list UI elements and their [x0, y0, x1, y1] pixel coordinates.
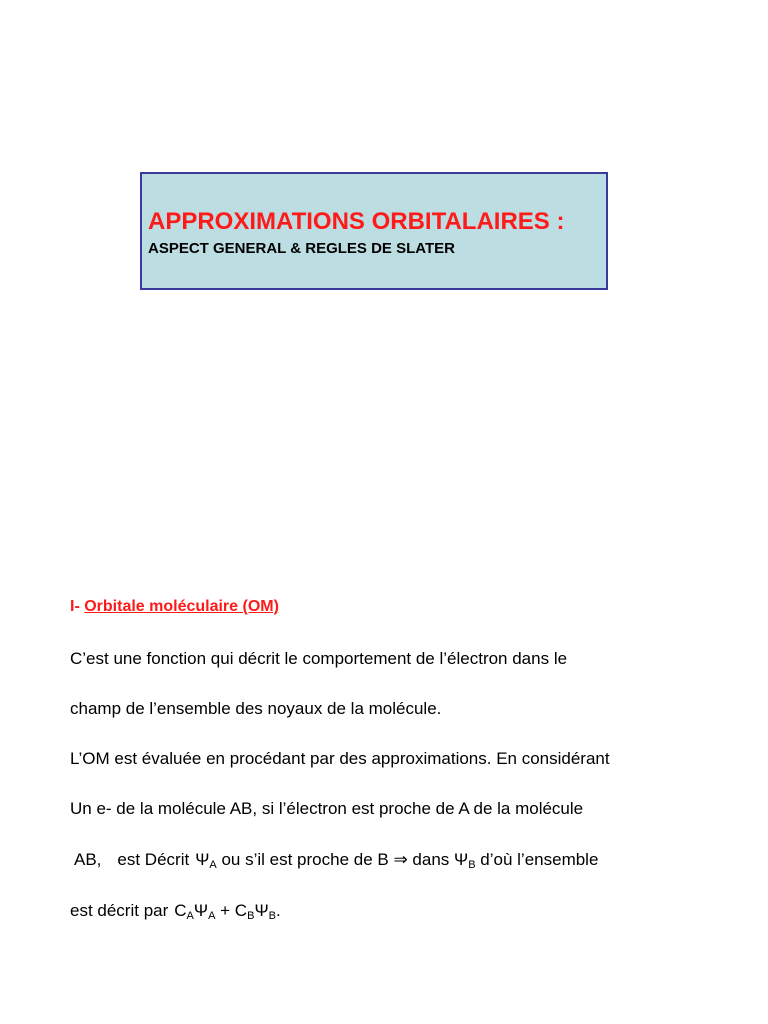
section-number: I-	[70, 598, 85, 615]
ensemble-text: d’où l’ensemble	[475, 850, 599, 869]
coefficient: C	[174, 901, 187, 920]
paragraph-line-3: L’OM est évaluée en procédant par des approximations. En considérant	[70, 749, 610, 768]
paragraph-line-4: Un e- de la molécule AB, si l’électron est proche de A de la molécule	[70, 799, 584, 818]
document-subtitle: ASPECT GENERAL & REGLES DE SLATER	[148, 240, 455, 257]
subscript: B	[268, 910, 276, 922]
subscript: A	[186, 910, 194, 922]
molecule-label: AB,	[74, 850, 102, 869]
period: .	[275, 901, 281, 920]
paragraph-line-2: champ de l’ensemble des noyaux de la molécule.	[70, 699, 442, 718]
plus-coefficient: + C	[215, 901, 248, 920]
proximity-text: ou s’il est proche de B ⇒ dans Ψ	[216, 850, 469, 869]
paragraph-line-5	[74, 850, 598, 870]
subscript: B	[247, 910, 255, 922]
paragraph-line-1: C’est une fonction qui décrit le comportement de l’électron dans le	[70, 649, 568, 668]
subscript: A	[209, 859, 217, 871]
subscript: B	[468, 859, 476, 871]
psi-symbol: Ψ	[193, 901, 209, 920]
psi-symbol: Ψ	[254, 901, 269, 920]
described-by-text: est décrit par	[70, 901, 169, 920]
section-heading	[70, 598, 279, 616]
psi-symbol: Ψ	[195, 850, 210, 869]
section-title: Orbitale moléculaire (OM)	[84, 598, 279, 615]
subscript: A	[208, 910, 216, 922]
document-title: APPROXIMATIONS ORBITALAIRES :	[148, 208, 565, 235]
title-box	[140, 172, 608, 290]
paragraph-line-6	[70, 901, 281, 921]
described-text: est Décrit	[117, 850, 190, 869]
